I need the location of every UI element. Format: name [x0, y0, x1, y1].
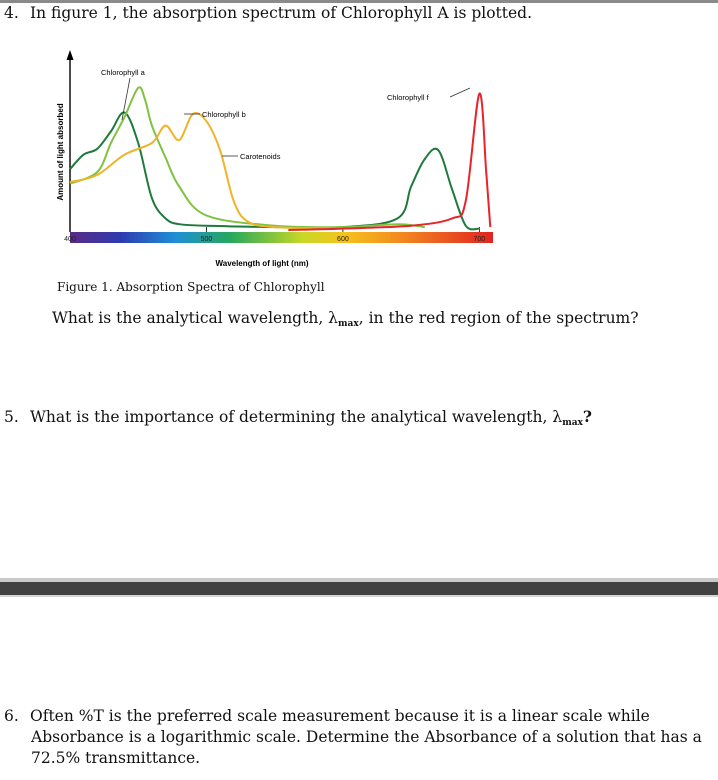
question-6-line-3: 72.5% transmittance.: [31, 749, 201, 767]
separator-highlight: [0, 595, 718, 597]
series-line-chlorophyll-f: [288, 93, 490, 230]
x-tick-label-700: 700: [473, 236, 486, 243]
question-5-text-after: ?: [582, 407, 593, 426]
question-5-subscript: max: [562, 418, 583, 428]
question-5: [4, 406, 592, 434]
subquestion-4-text-after: , in the red region of the spectrum?: [358, 309, 639, 327]
y-axis-arrow: [67, 50, 74, 60]
subquestion-4-text-before: What is the analytical wavelength, λ: [52, 309, 338, 327]
x-tick-label-500: 500: [200, 236, 213, 243]
page-separator: [0, 582, 718, 595]
y-axis-label: Amount of light absorbed: [56, 103, 65, 201]
question-6-line-1: [4, 706, 704, 727]
x-tick-label-400: 400: [64, 236, 76, 243]
subquestion-4: [52, 309, 639, 329]
question-4-number: 4.: [4, 4, 19, 22]
label-chlorophyll-b: Chlorophyll b: [202, 110, 246, 119]
question-6-text-1: Often %T is the preferred scale measurement because it is a linear scale while: [30, 707, 650, 725]
question-5-text-before: What is the importance of determining the analytical wavelength, λ: [30, 408, 563, 426]
question-4-text: In figure 1, the absorption spectrum of Chlorophyll A is plotted.: [30, 4, 533, 22]
question-4: [4, 3, 532, 24]
question-6: [4, 706, 704, 769]
question-6-number: 6.: [4, 707, 19, 725]
question-6-line-2: Absorbance is a logarithmic scale. Determine the Absorbance of a solution that has a: [31, 728, 702, 746]
subquestion-4-subscript: max: [338, 319, 359, 329]
label-carotenoids: Carotenoids: [240, 152, 281, 161]
x-axis-label: Wavelength of light (nm): [215, 259, 309, 268]
question-5-number: 5.: [4, 408, 19, 426]
series-line-chlorophyll-a: [70, 112, 479, 229]
leader-chlorophyll-f: [450, 88, 470, 97]
absorption-spectrum-chart: [50, 40, 510, 280]
label-chlorophyll-a: Chlorophyll a: [101, 68, 145, 77]
label-chlorophyll-f: Chlorophyll f: [387, 93, 429, 102]
x-tick-label-600: 600: [337, 236, 349, 243]
spectrum-bar: [70, 232, 493, 243]
figure-caption: Figure 1. Absorption Spectra of Chlorophyll: [57, 280, 325, 294]
